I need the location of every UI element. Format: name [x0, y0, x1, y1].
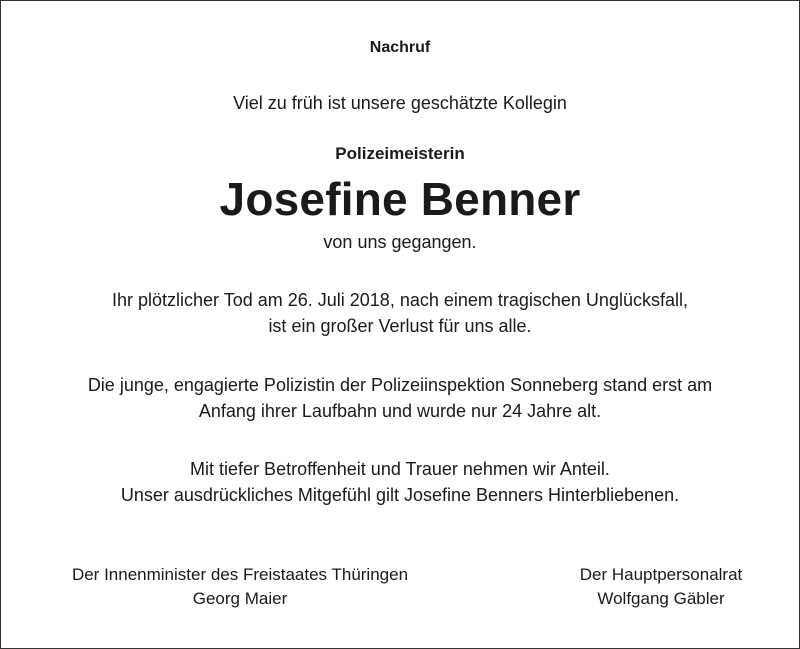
- closing-text: von uns gegangen.: [323, 232, 477, 252]
- paragraph-1-line-2: ist ein großer Verlust für uns alle.: [268, 316, 532, 336]
- signature-right-role: Der Hauptpersonalrat: [579, 565, 743, 584]
- signature-right-name: Wolfgang Gäbler: [597, 589, 725, 608]
- signature-left: [41, 563, 439, 611]
- notice-title: Nachruf: [369, 39, 431, 56]
- paragraph-3-line-2: Unser ausdrückliches Mitgefühl gilt Josefine Benners Hinterbliebenen.: [120, 485, 680, 505]
- paragraph-2-line-1: Die junge, engagierte Polizistin der Polizeiinspektion Sonneberg stand erst am: [87, 375, 713, 395]
- rank-title: Polizeimeisterin: [335, 144, 465, 163]
- paragraph-2-line-2: Anfang ihrer Laufbahn und wurde nur 24 Jahre alt.: [198, 401, 602, 421]
- paragraph-3-line-1: Mit tiefer Betroffenheit und Trauer nehmen wir Anteil.: [190, 459, 610, 479]
- signature-left-role: Der Innenminister des Freistaates Thüringen: [71, 565, 409, 584]
- paragraph-1-line-1: Ihr plötzlicher Tod am 26. Juli 2018, nach einem tragischen Unglücksfall,: [112, 290, 688, 310]
- intro-text: Viel zu früh ist unsere geschätzte Kollegin: [233, 93, 567, 113]
- deceased-name: Josefine Benner: [219, 173, 581, 225]
- signature-right: [556, 563, 766, 611]
- signature-left-name: Georg Maier: [192, 589, 288, 608]
